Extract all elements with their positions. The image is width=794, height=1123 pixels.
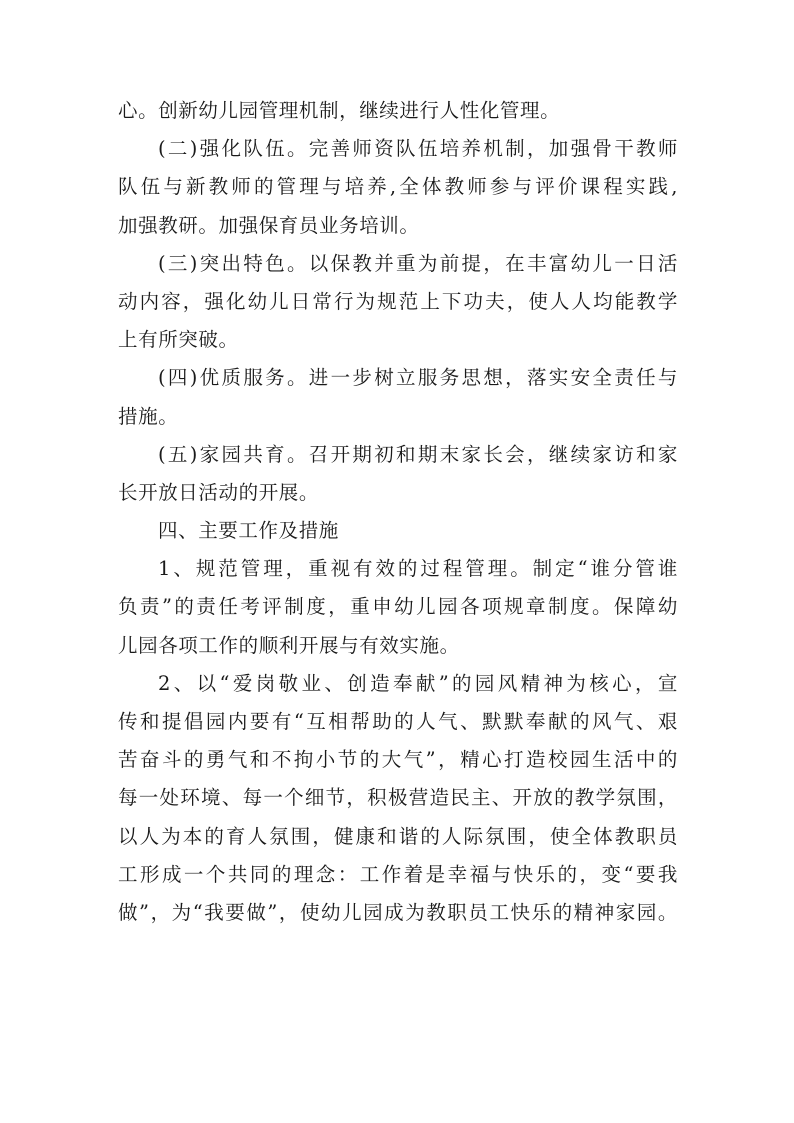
text-line: 动内容，强化幼儿日常行为规范上下功夫，使人人均能教学 [118,289,678,313]
text-line: 措施。 [118,404,179,428]
document-page [118,92,678,932]
text-line: 1、规范管理，重视有效的过程管理。制定“谁分管谁 [158,557,678,581]
text-line: 上有所突破。 [118,328,239,352]
text-line: 负责”的责任考评制度，重申幼儿园各项规章制度。保障幼 [118,595,678,619]
text-line: (三)突出特色。以保教并重为前提，在丰富幼儿一日活 [158,251,678,275]
text-line: 队伍与新教师的管理与培养,全体教师参与评价课程实践, [118,175,678,199]
text-line: (四)优质服务。进一步树立服务思想，落实安全责任与 [158,366,678,390]
text-line: 以人为本的育人氛围，健康和谐的人际氛围，使全体教职员 [118,824,678,848]
text-line: 传和提倡园内要有“互相帮助的人气、默默奉献的风气、艰 [118,710,678,733]
text-line: 每一处环境、每一个细节，积极营造民主、开放的教学氛围， [118,786,678,810]
text-line: (五)家园共育。召开期初和期末家长会，继续家访和家 [158,442,678,466]
text-line: 长开放日活动的开展。 [118,480,320,504]
text-line: 苦奋斗的勇气和不拘小节的大气”，精心打造校园生活中的 [118,748,678,772]
text-line: (二)强化队伍。完善师资队伍培养机制，加强骨干教师 [158,137,678,161]
text-line: 加强教研。加强保育员业务培训。 [118,213,420,237]
text-line: 儿园各项工作的顺利开展与有效实施。 [118,633,460,657]
text-line: 心。创新幼儿园管理机制，继续进行人性化管理。 [118,99,561,122]
text-line: 做”，为“我要做”，使幼儿园成为教职员工快乐的精神家园。 [118,900,678,924]
text-line: 工形成一个共同的理念：工作着是幸福与快乐的，变“要我 [118,862,678,886]
text-line: 2、以“爱岗敬业、创造奉献”的园风精神为核心，宣 [158,671,678,695]
section-heading: 四、主要工作及措施 [158,519,339,543]
